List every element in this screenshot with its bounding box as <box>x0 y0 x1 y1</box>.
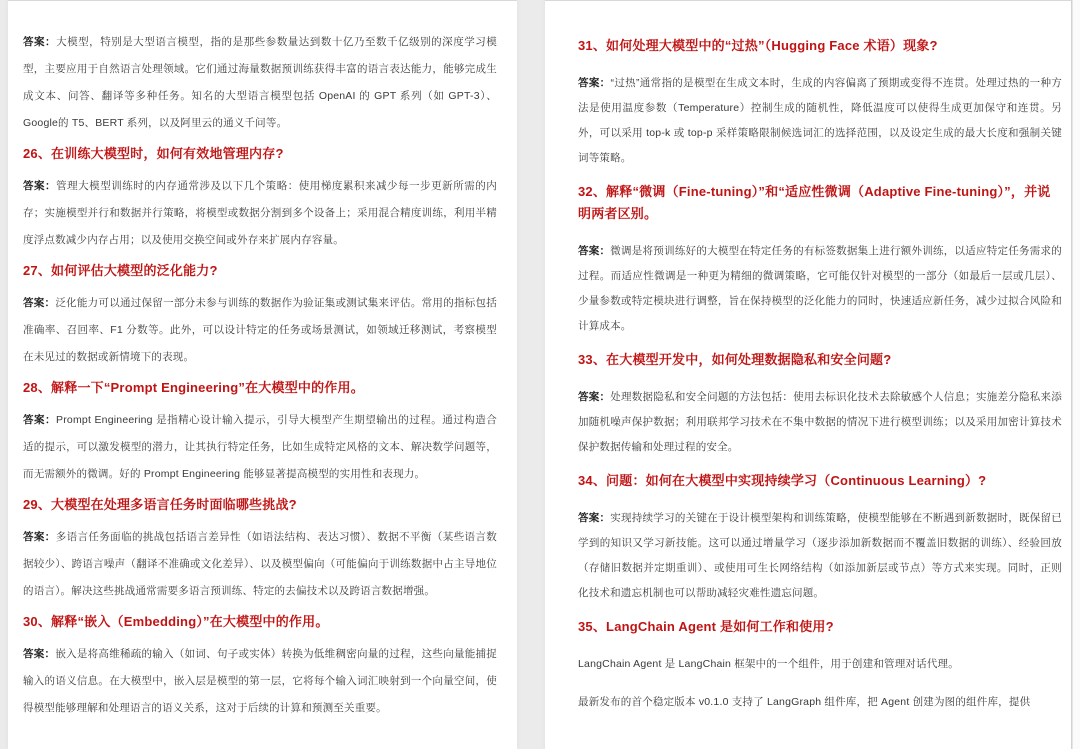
answer-paragraph: 答案：处理数据隐私和安全问题的方法包括：使用去标识化技术去除敏感个人信息；实施差分隐私来添加随机噪声保护数据；利用联邦学习技术在不集中数据的情况下进行模型训练；以及采用加密计算技术保护数据传输和处理过程的安全。 <box>578 391 1062 453</box>
body-paragraph: LangChain Agent 是 LangChain 框架中的一个组件，用于创建和管理对话代理。 <box>578 658 959 670</box>
question-heading: 35、LangChain Agent 是如何工作和使用? <box>578 619 834 634</box>
question-heading: 26、在训练大模型时，如何有效地管理内存? <box>23 146 284 161</box>
answer-label: 答案： <box>578 512 611 524</box>
answer-paragraph: 答案：泛化能力可以通过保留一部分未参与训练的数据作为验证集或测试集来评估。常用的指标包括准确率、召回率、F1 分数等。此外，可以设计特定的任务或场景测试，如领域迁移测试，考察模型在未见过的数据或新情境下的表现。 <box>23 297 497 363</box>
answer-label: 答案： <box>23 414 57 426</box>
question-heading: 31、如何处理大模型中的“过热”（Hugging Face 术语）现象? <box>578 38 938 53</box>
question-heading: 32、解释“微调（Fine-tuning）”和“适应性微调（Adaptive Fine-tuning）”，并说明两者区别。 <box>578 184 1051 221</box>
answer-paragraph: 答案：“过热”通常指的是模型在生成文本时，生成的内容偏离了预期或变得不连贯。处理过热的一种方法是使用温度参数（Temperature）控制生成的随机性，降低温度可以使得生成更加保守和连贯。另外，可以采用 top-k 或 top-p 采样策略限制候选词汇的选择范围，以及设定生成的最大长度和强制关键词等策略。 <box>578 77 1063 164</box>
answer-label: 答案： <box>23 180 57 192</box>
answer-label: 答案： <box>23 36 57 48</box>
answer-label: 答案： <box>578 77 611 89</box>
answer-label: 答案： <box>23 297 56 309</box>
document-page-right <box>545 0 1072 749</box>
answer-paragraph: 答案：微调是将预训练好的大模型在特定任务的有标签数据集上进行额外训练，以适应特定任务需求的过程。而适应性微调是一种更为精细的微调策略，它可能仅针对模型的一部分（如最后一层或几层）、少量参数或特定模块进行调整，旨在保持模型的泛化能力的同时，快速适应新任务，减少过拟合风险和计算成本。 <box>578 245 1062 332</box>
answer-paragraph: 答案：多语言任务面临的挑战包括语言差异性（如语法结构、表达习惯）、数据不平衡（某些语言数据较少）、跨语言噪声（翻译不准确或文化差异）、以及模型偏向（可能偏向于训练数据中占主导地位的语言）。解决这些挑战通常需要多语言预训练、特定的去偏技术以及跨语言数据增强。 <box>23 531 497 597</box>
page-edge-strip <box>1073 0 1080 749</box>
question-heading: 27、如何评估大模型的泛化能力? <box>23 263 218 278</box>
question-heading: 34、问题：如何在大模型中实现持续学习（Continuous Learning）? <box>578 473 987 488</box>
question-heading: 30、解释“嵌入（Embedding）”在大模型中的作用。 <box>23 614 329 629</box>
document-page-left <box>8 0 517 749</box>
answer-paragraph: 答案：管理大模型训练时的内存通常涉及以下几个策略：使用梯度累积来减少每一步更新所需的内存；实施模型并行和数据并行策略，将模型或数据分割到多个设备上；采用混合精度训练，利用半精度浮点数减少内存占用；以及使用交换空间或外存来扩展内存容量。 <box>23 180 497 246</box>
answer-label: 答案： <box>578 391 611 403</box>
answer-paragraph: 答案：大模型，特别是大型语言模型，指的是那些参数量达到数十亿乃至数千亿级别的深度学习模型，主要应用于自然语言处理领域。它们通过海量数据预训练获得丰富的语言表达能力，能够完成生成文本、问答、翻译等多种任务。知名的大型语言模型包括 OpenAI 的 GPT 系列（如 GPT-3）、Google的 T5、BERT 系列，以及阿里云的通义千问等。 <box>23 36 497 129</box>
question-heading: 28、解释一下“Prompt Engineering”在大模型中的作用。 <box>23 380 364 395</box>
answer-paragraph: 答案：嵌入是将高维稀疏的输入（如词、句子或实体）转换为低维稠密向量的过程，这些向量能捕捉输入的语义信息。在大模型中，嵌入层是模型的第一层，它将每个输入词汇映射到一个向量空间，使得模型能够理解和处理语言的语义关系，这对于后续的计算和预测至关重要。 <box>23 648 497 714</box>
answer-label: 答案： <box>23 648 56 660</box>
answer-label: 答案： <box>23 531 56 543</box>
answer-paragraph: 答案：Prompt Engineering 是指精心设计输入提示，引导大模型产生期望输出的过程。通过构造合适的提示，可以激发模型的潜力，让其执行特定任务，比如生成特定风格的文本、解决数学问题等，而无需额外的微调。好的 Prompt Engineering 能够显著提高模型的实用性和表现力。 <box>23 414 497 480</box>
answer-paragraph: 答案：实现持续学习的关键在于设计模型架构和训练策略，使模型能够在不断遇到新数据时，既保留已学到的知识又学习新技能。这可以通过增量学习（逐步添加新数据而不覆盖旧数据的训练）、经验回放（存储旧数据并定期重训）、或使用可生长网络结构（如添加新层或节点）等方式来实现。同时，正则化技术和遗忘机制也可以帮助减轻灾难性遗忘问题。 <box>578 512 1062 599</box>
answer-label: 答案： <box>578 245 611 257</box>
question-heading: 33、在大模型开发中，如何处理数据隐私和安全问题? <box>578 352 892 367</box>
body-paragraph: 最新发布的首个稳定版本 v0.1.0 支持了 LangGraph 组件库，把 Agent 创建为图的组件库，提供 <box>578 696 1031 708</box>
question-heading: 29、大模型在处理多语言任务时面临哪些挑战? <box>23 497 297 512</box>
